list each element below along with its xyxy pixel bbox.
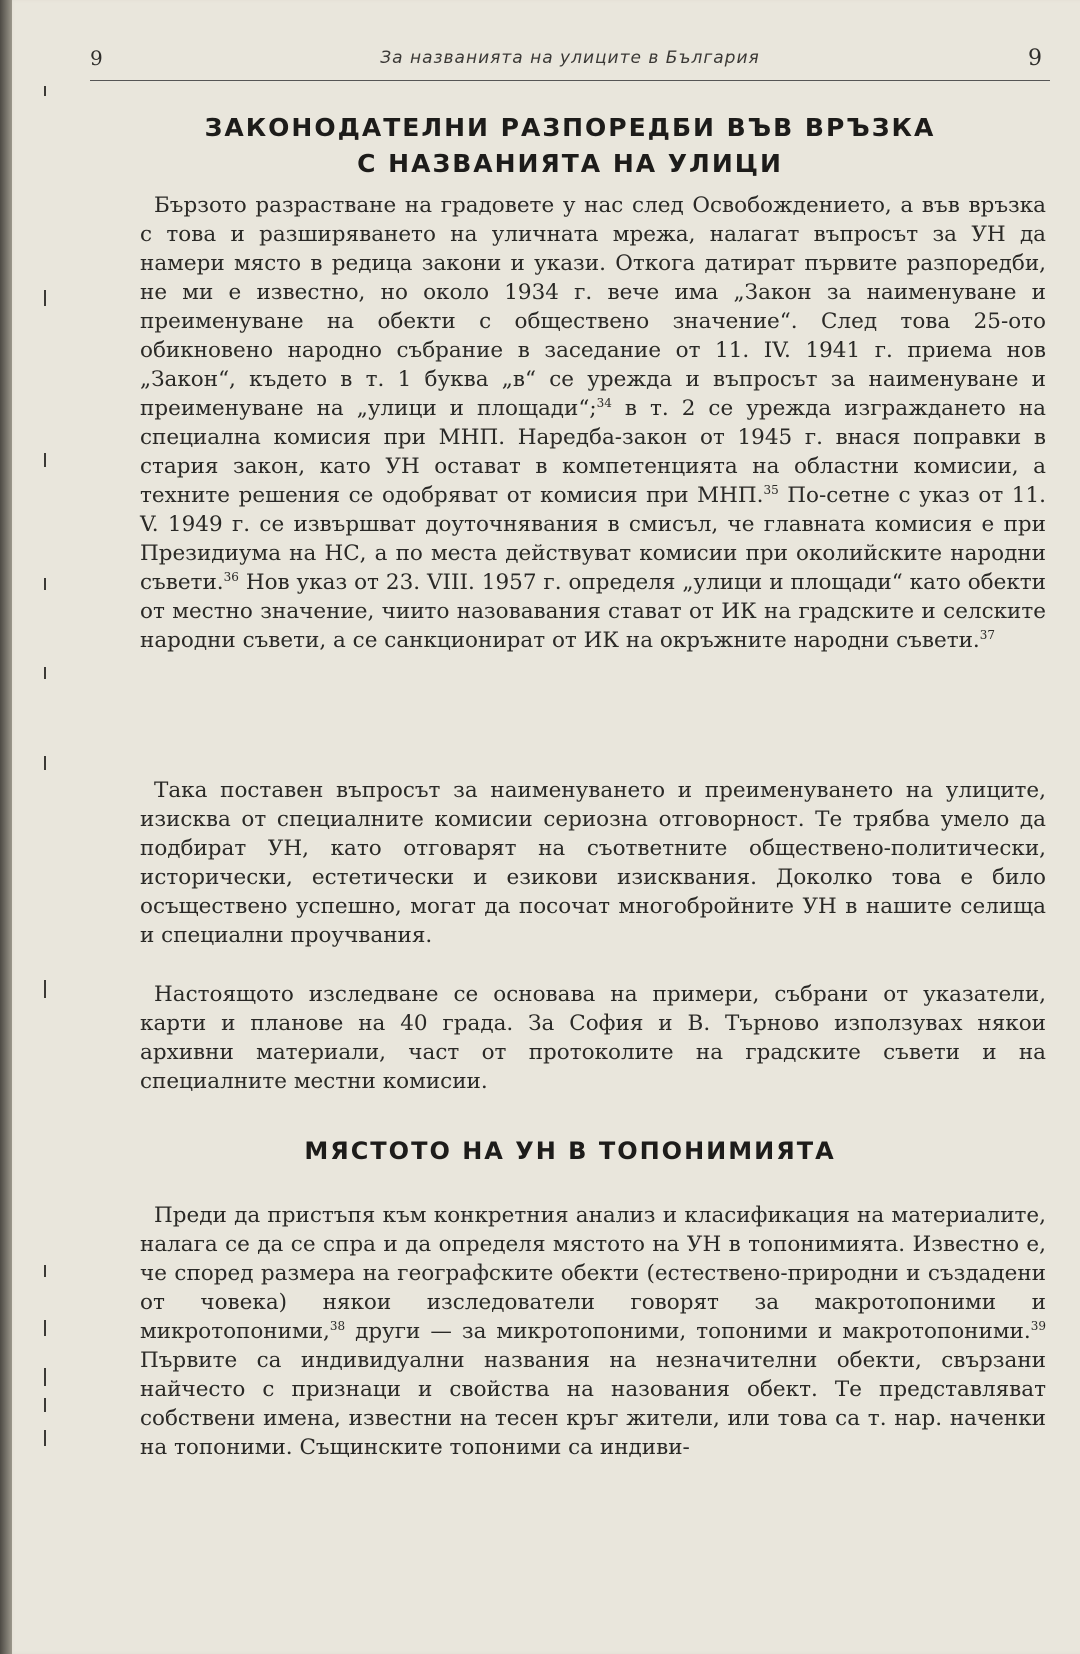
footnote-ref-34: 34 [596,395,612,410]
footnote-ref-38: 38 [329,1318,346,1333]
heading-line-1: ЗАКОНОДАТЕЛНИ РАЗПОРЕДБИ ВЪВ ВРЪЗКА [204,113,936,142]
page-header [90,46,1050,81]
paragraph-1-text: Бързото разрастване на градовете у нас след Освобождението, а във връзка с това и разширяването на уличната мрежа, налагат въпросът за УН да намери място в редица закони и укази. Откога датират първите разпоредби, не ми е известно, но около 1934 г. вече има „Закон за наименуване и преименуване на обекти с обществено значение“. След това 25-ото обикновено народно събрание в заседание от 11. IV. 1941 г. приема нов „Закон“, където в т. 1 буква „в“ се урежда и въпросът за наименуване и преименуване на „улици и площади“; [140,193,1046,421]
paragraph-1-text-4: Нов указ от 23. VIII. 1957 г. определя „улици и площади“ като обекти от местно значение, чиито назовавания стават от ИК на градските и селските народни съвети, а се санкционират от ИК на окръжните народни съвети. [140,570,1046,653]
running-title: За названията на улиците в България [380,48,760,68]
paragraph-1-text-3: По-сетне с указ от 11. V. 1949 г. се извършват доуточнявания в смисъл, че главната комисия е при Президиума на НС, а по места действуват комисии при околийските народни съвети. [140,483,1046,595]
footnote-ref-36: 36 [223,569,239,584]
paragraph-1-text-2: в т. 2 се урежда изграждането на специална комисия при МНП. Наредба-закон от 1945 г. внася поправки в стария закон, като УН остават в компетенцията на областни комисии, а техните решения се одобряват от комисия при МНП. [140,396,1046,508]
footnote-ref-37: 37 [979,627,996,642]
paragraph-3: Настоящото изследване се основава на примери, събрани от указатели, карти и планове на 40 града. За София и В. Търново използувах някои архивни материали, част от протоколите на градските съвети и на специалните местни комисии. [140,982,1046,1094]
paragraph-1 [140,191,1046,655]
section-heading-toponymy: МЯСТОТО НА УН В ТОПОНИМИЯТА [304,1137,836,1165]
paragraph-2: Така поставен въпросът за наименуването и преименуването на улиците, изисква от специалните комисии сериозна отговорност. Те трябва умело да подбират УН, като отговарят на съответните обществено-политически, исторически, естетически и езикови изисквания. Доколко това е било осъществено успешно, могат да посочат многобройните УН в нашите селища и специални проучвания. [140,778,1046,948]
paragraph-4-text-3: Първите са индивидуални названия на незначителни обекти, свързани найчесто с признаци и свойства на назования обект. Те представляват собствени имена, известни на тесен кръг жители, или това са т. нар. наченки на топоними. Същинските топоними са индиви- [140,1348,1046,1460]
margin-marks [44,80,50,1480]
page-gutter-shadow [0,0,12,1654]
footnote-ref-39: 39 [1030,1318,1046,1333]
paragraph-4-text-2: други — за микротопоними, топоними и макротопоними. [345,1319,1031,1344]
page-number-right: 9 [1028,46,1042,71]
footnote-ref-35: 35 [763,482,779,497]
page-number-left: 9 [90,46,103,70]
heading-line-2: С НАЗВАНИЯТА НА УЛИЦИ [357,149,783,178]
paragraph-4-text: Преди да пристъпя към конкретния анализ и класификация на материалите, налага се да се спра и да определя мястото на УН в топонимията. Известно е, че според размера на географските обекти (естествено-природни и създадени от човека) някои изследователи говорят за макротопоними и микротопоними, [140,1203,1046,1344]
paragraph-4 [140,1201,1046,1462]
section-heading-legislation [90,110,1050,182]
